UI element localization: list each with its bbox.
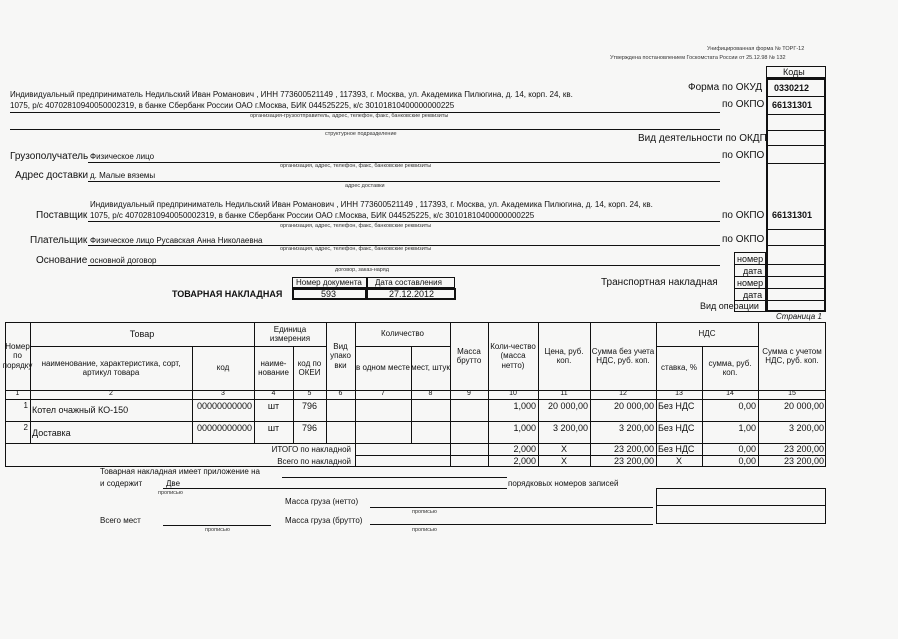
supplier-caption: организация, адрес, телефон, факс, банковские реквизиты [280, 223, 432, 229]
col-number: 12 [619, 390, 627, 398]
row-vat-sum: 0,00 [738, 400, 756, 411]
header-unit: Единица измерения [269, 324, 311, 343]
doc-date-label: Дата составления [375, 278, 442, 287]
col-number: 13 [675, 390, 683, 398]
header-package: Вид упако вки [330, 342, 351, 370]
propis-caption-3: прописью [205, 527, 230, 533]
transport-date-label: дата [743, 290, 763, 300]
basis-number-label: номер [737, 254, 764, 264]
propis-caption-1: прописью [158, 490, 183, 496]
gross-mass-label: Масса груза (брутто) [285, 516, 363, 525]
col-number: 2 [109, 390, 113, 398]
header-net: Коли-чество (масса нетто) [490, 342, 536, 370]
form-unified-label: Унифицированная форма № ТОРГ-12 [707, 46, 805, 52]
col-number: 11 [560, 390, 568, 398]
row-vat-rate: Без НДС [658, 400, 695, 411]
itogo-total: 23 200,00 [783, 444, 824, 455]
basis-caption: договор, заказ-наряд [335, 267, 389, 273]
vsego-price: Х [560, 456, 567, 467]
places-label: Всего мест [100, 516, 141, 525]
row-vat-rate: Без НДС [658, 422, 695, 433]
okdp-label: Вид деятельности по ОКДП [638, 133, 767, 144]
appendix-label: Товарная накладная имеет приложение на [100, 467, 260, 476]
propis-caption-2: прописью [412, 509, 437, 515]
doc-number: 593 [321, 289, 337, 299]
itogo-vat-sum: 0,00 [738, 444, 756, 455]
shipper-line1: Индивидуальный предприниматель Недильский Иван Романович , ИНН 773600521149 , 117393, г. Москва, ул. Академика Пилюгина, д. 14, корп. 24, кв. [10, 90, 573, 99]
okud-label: Форма по ОКУД [688, 82, 763, 93]
header-unit-name: наиме-нование [258, 358, 289, 377]
delivery-value: д. Малые вяземы [90, 171, 156, 180]
supplier-line2: 1075, р/с 40702810940050002319, в банке Сбербанк России ОАО г.Москва, БИК 044525225, к/с 30101810400000000225 [90, 211, 535, 220]
row-vat-sum: 1,00 [738, 422, 756, 433]
vsego-vat-sum: 0,00 [738, 456, 756, 467]
col-number: 5 [307, 390, 312, 398]
row-okei: 796 [301, 400, 318, 411]
payer-okpo-label: по ОКПО [722, 234, 765, 245]
header-vat: НДС [698, 329, 716, 339]
header-number: Номер по порядку [2, 342, 33, 370]
row-name: Доставка [32, 427, 71, 438]
okpo-value: 66131301 [772, 100, 813, 110]
col-number: 6 [338, 390, 343, 398]
header-one-place: в одном месте [356, 363, 410, 373]
payer-label: Плательщик [30, 235, 88, 246]
consignee-label: Грузополучатель [10, 151, 89, 162]
header-okei: код по ОКЕИ [297, 358, 322, 377]
itogo-price: Х [560, 444, 567, 455]
vsego-net: 2,000 [513, 456, 536, 467]
doc-number-label: Номер документа [296, 278, 362, 287]
row-name: Котел очажный КО-150 [32, 404, 129, 415]
itogo-net: 2,000 [513, 444, 536, 455]
operation-label: Вид операции [700, 301, 759, 311]
col-number: 1 [15, 390, 20, 398]
row-code: 00000000000 [196, 400, 252, 411]
supplier-okpo-label: по ОКПО [722, 210, 765, 221]
col-number: 3 [221, 390, 225, 398]
header-code: код [216, 363, 230, 373]
row-number: 2 [23, 423, 28, 433]
row-code: 00000000000 [196, 422, 252, 433]
col-number: 9 [467, 390, 471, 398]
header-price: Цена, руб. коп. [544, 346, 584, 365]
payer-value: Физическое лицо Русавская Анна Николаевна [90, 236, 263, 245]
vsego-label: Всего по накладной [277, 456, 351, 466]
mass-box [656, 488, 826, 524]
vsego-sum: 23 200,00 [613, 456, 654, 467]
header-vat-rate: ставка, % [661, 363, 697, 373]
net-mass-label: Масса груза (нетто) [285, 497, 359, 506]
ordinals-label: порядковых номеров записей [508, 479, 619, 488]
itogo-vat-rate: Без НДС [658, 444, 695, 455]
codes-title: Коды [783, 67, 805, 77]
itogo-label: ИТОГО по накладной [271, 444, 351, 454]
payer-caption: организация, адрес, телефон, факс, банковские реквизиты [280, 246, 432, 252]
dept-caption: структурное подразделение [325, 131, 397, 137]
row-unit: шт [267, 400, 280, 411]
row-price: 20 000,00 [547, 400, 588, 411]
header-places: мест, штук [411, 363, 450, 373]
row-net: 1,000 [513, 422, 536, 433]
col-number: 15 [788, 390, 796, 398]
header-gross: Масса брутто [456, 346, 482, 365]
vsego-vat-rate: Х [675, 456, 682, 467]
form-approved-label: Утверждена постановлением Госкомстата России от 25.12.98 № 132 [610, 55, 786, 61]
contains-label: и содержит [100, 479, 143, 488]
doc-title: ТОВАРНАЯ НАКЛАДНАЯ [172, 289, 283, 299]
delivery-label: Адрес доставки [15, 170, 89, 181]
header-sum: Сумма без учета НДС, руб. коп. [591, 346, 655, 365]
basis-date-label: дата [743, 266, 763, 276]
header-goods: Товар [129, 328, 155, 339]
header-goods-name: наименование, характеристика, сорт, артикул товара [41, 358, 181, 377]
propis-caption-4: прописью [412, 527, 437, 533]
col-number: 4 [271, 390, 276, 398]
transport-number-label: номер [737, 278, 764, 288]
row-total: 3 200,00 [788, 422, 824, 433]
vsego-total: 23 200,00 [783, 456, 824, 467]
row-net: 1,000 [513, 400, 536, 411]
consignee-value: Физическое лицо [90, 152, 155, 161]
contains-value: Две [166, 479, 181, 488]
delivery-caption: адрес доставки [345, 183, 385, 189]
row-price: 3 200,00 [552, 422, 588, 433]
col-number: 8 [428, 390, 433, 398]
col-number: 14 [726, 390, 734, 398]
header-quantity: Количество [381, 329, 424, 339]
doc-date: 27.12.2012 [389, 289, 435, 299]
row-unit: шт [267, 422, 280, 433]
header-vat-sum: сумма, руб. коп. [708, 358, 752, 377]
consignee-okpo-label: по ОКПО [722, 150, 765, 161]
itogo-sum: 23 200,00 [613, 444, 654, 455]
supplier-label: Поставщик [36, 210, 88, 221]
row-number: 1 [23, 401, 28, 411]
header-total: Сумма с учетом НДС, руб. коп. [762, 346, 822, 365]
row-sum: 20 000,00 [613, 400, 654, 411]
transport-label: Транспортная накладная [601, 277, 718, 288]
row-sum: 3 200,00 [618, 422, 654, 433]
shipper-line2: 1075, р/с 40702810940050002319, в банке Сбербанк России ОАО г.Москва, БИК 044525225, к/с 30101810400000000225 [10, 101, 455, 110]
supplier-okpo-value: 66131301 [772, 210, 813, 220]
col-number: 7 [381, 390, 385, 398]
col-number: 10 [509, 390, 517, 398]
okpo-label: по ОКПО [722, 99, 765, 110]
okud-value: 0330212 [774, 83, 810, 93]
shipper-caption: организация-грузоотправитель, адрес, телефон, факс, банковские реквизиты [250, 113, 449, 119]
supplier-line1: Индивидуальный предприниматель Недильский Иван Романович , ИНН 773600521149 , 117393, г. Москва, ул. Академика Пилюгина, д. 14, корп. 24, кв. [90, 200, 653, 209]
consignee-caption: организация, адрес, телефон, факс, банковские реквизиты [280, 163, 432, 169]
row-okei: 796 [301, 422, 318, 433]
page-number: Страница 1 [776, 312, 822, 321]
basis-value: основной договор [90, 256, 157, 265]
row-total: 20 000,00 [783, 400, 824, 411]
basis-label: Основание [36, 255, 88, 266]
